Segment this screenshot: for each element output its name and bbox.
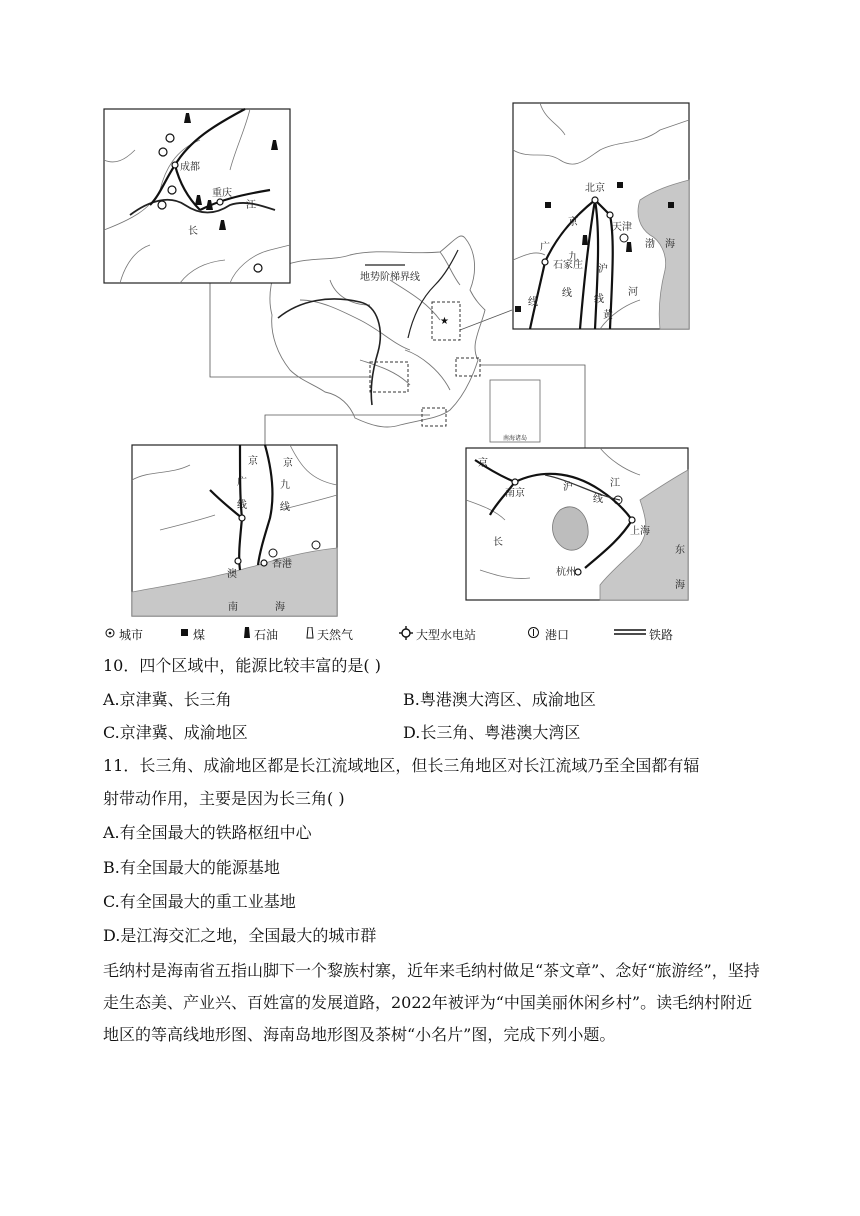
legend-oil: 石油 bbox=[254, 628, 279, 642]
label-jiang2: 江 bbox=[610, 478, 620, 489]
label-shanghai: 上海 bbox=[630, 526, 650, 537]
chengyu-region-box bbox=[370, 362, 408, 392]
railway-icon bbox=[614, 628, 646, 636]
label-chongqing: 重庆 bbox=[212, 188, 232, 199]
label-xian6: 线 bbox=[593, 494, 603, 505]
label-xian1: 线 bbox=[528, 297, 538, 308]
label-guang2: 广 bbox=[237, 477, 247, 488]
q11-option-a[interactable]: A.有全国最大的铁路枢纽中心 bbox=[103, 823, 312, 842]
label-xian5: 线 bbox=[280, 502, 290, 513]
label-jiang1: 江 bbox=[246, 200, 256, 211]
q11-stem-line1: 11．长三角、成渝地区都是长江流域地区，但长三角地区对长江流域乃至全国都有辐 bbox=[103, 756, 700, 775]
label-xian4: 线 bbox=[237, 500, 247, 511]
label-xian2: 线 bbox=[562, 288, 572, 299]
label-hangzhou: 杭州 bbox=[556, 567, 576, 578]
label-tianjin: 天津 bbox=[612, 222, 632, 233]
q11-option-d[interactable]: D.是江海交汇之地，全国最大的城市群 bbox=[103, 926, 377, 945]
label-shijiazhuang: 石家庄 bbox=[553, 260, 583, 271]
label-hai2: 海 bbox=[275, 602, 285, 613]
label-jiu1: 九 bbox=[568, 252, 578, 263]
q10-stem: 10．四个区域中，能源比较丰富的是( ) bbox=[103, 656, 381, 675]
q10-option-a[interactable]: A.京津冀、长三角 bbox=[103, 690, 232, 709]
south-china-sea-inset bbox=[490, 380, 540, 442]
yrd-region-box bbox=[456, 358, 480, 376]
label-jiu2: 九 bbox=[280, 480, 290, 491]
q11-stem-line2: 射带动作用，主要是因为长三角( ) bbox=[103, 789, 345, 808]
oil-icon bbox=[243, 627, 251, 639]
port-icon bbox=[527, 626, 540, 639]
label-he: 河 bbox=[628, 287, 638, 298]
q11-option-b[interactable]: B.有全国最大的能源基地 bbox=[103, 858, 280, 877]
coal-icon bbox=[181, 629, 189, 637]
label-chengdu: 成都 bbox=[180, 162, 200, 173]
q10-option-b[interactable]: B.粤港澳大湾区、成渝地区 bbox=[403, 690, 596, 709]
beijing-star-icon: ★ bbox=[440, 316, 449, 327]
label-jing3: 京 bbox=[248, 456, 258, 467]
q11-option-c[interactable]: C.有全国最大的重工业基地 bbox=[103, 892, 296, 911]
label-hai3: 海 bbox=[675, 580, 685, 591]
label-ao: 澳 bbox=[227, 569, 237, 580]
chengyu-inset-map bbox=[104, 109, 290, 283]
label-hu2: 沪 bbox=[563, 482, 573, 493]
label-jing1: 京 bbox=[568, 217, 578, 228]
step-boundary-label: 地势阶梯界线 bbox=[360, 272, 420, 283]
legend-hydro: 大型水电站 bbox=[416, 628, 477, 642]
label-huang: 黄 bbox=[603, 310, 613, 321]
label-beijing: 北京 bbox=[585, 183, 605, 194]
hydro-station-icon bbox=[399, 626, 413, 640]
city-icon bbox=[105, 628, 115, 638]
label-chang1: 长 bbox=[188, 226, 198, 237]
jjj-inset-map bbox=[513, 103, 689, 329]
label-jing5: 京 bbox=[478, 458, 488, 469]
label-dong: 东 bbox=[675, 545, 685, 556]
south-china-sea-label: 南海诸岛 bbox=[503, 435, 528, 442]
legend-coal: 煤 bbox=[193, 628, 206, 642]
label-chang2: 长 bbox=[493, 537, 503, 548]
label-bohai-hai: 海 bbox=[665, 239, 675, 250]
yrd-inset-map bbox=[466, 448, 688, 600]
legend-city: 城市 bbox=[119, 628, 144, 642]
label-nanjing: 南京 bbox=[505, 488, 525, 499]
legend-gas: 天然气 bbox=[317, 628, 354, 642]
label-bohai-bo: 渤 bbox=[645, 239, 655, 250]
label-jing4: 京 bbox=[283, 458, 293, 469]
label-xian3: 线 bbox=[594, 294, 604, 305]
terrain-step-boundary bbox=[278, 299, 380, 405]
label-guang1: 广 bbox=[540, 242, 550, 253]
map-legend bbox=[103, 624, 763, 644]
label-nan: 南 bbox=[228, 602, 238, 613]
q10-option-d[interactable]: D.长三角、粤港澳大湾区 bbox=[403, 723, 581, 742]
natural-gas-icon bbox=[306, 627, 314, 639]
label-hu1: 沪 bbox=[598, 264, 608, 275]
legend-railway: 铁路 bbox=[649, 628, 674, 642]
q10-option-c[interactable]: C.京津冀、成渝地区 bbox=[103, 723, 248, 742]
passage-text: 毛纳村是海南省五指山脚下一个黎族村寨，近年来毛纳村做足“茶文章”、念好“旅游经”，坚持走生态美、产业兴、百姓富的发展道路，2022年被评为“中国美丽休闲乡村”。读毛纳村附近地区的等高线地形图、海南岛地形图及茶树“小名片”图，完成下列小题。 bbox=[103, 961, 760, 1044]
label-xianggang: 香港 bbox=[272, 559, 292, 570]
gba-inset-map bbox=[132, 445, 337, 616]
legend-port: 港口 bbox=[545, 628, 570, 642]
